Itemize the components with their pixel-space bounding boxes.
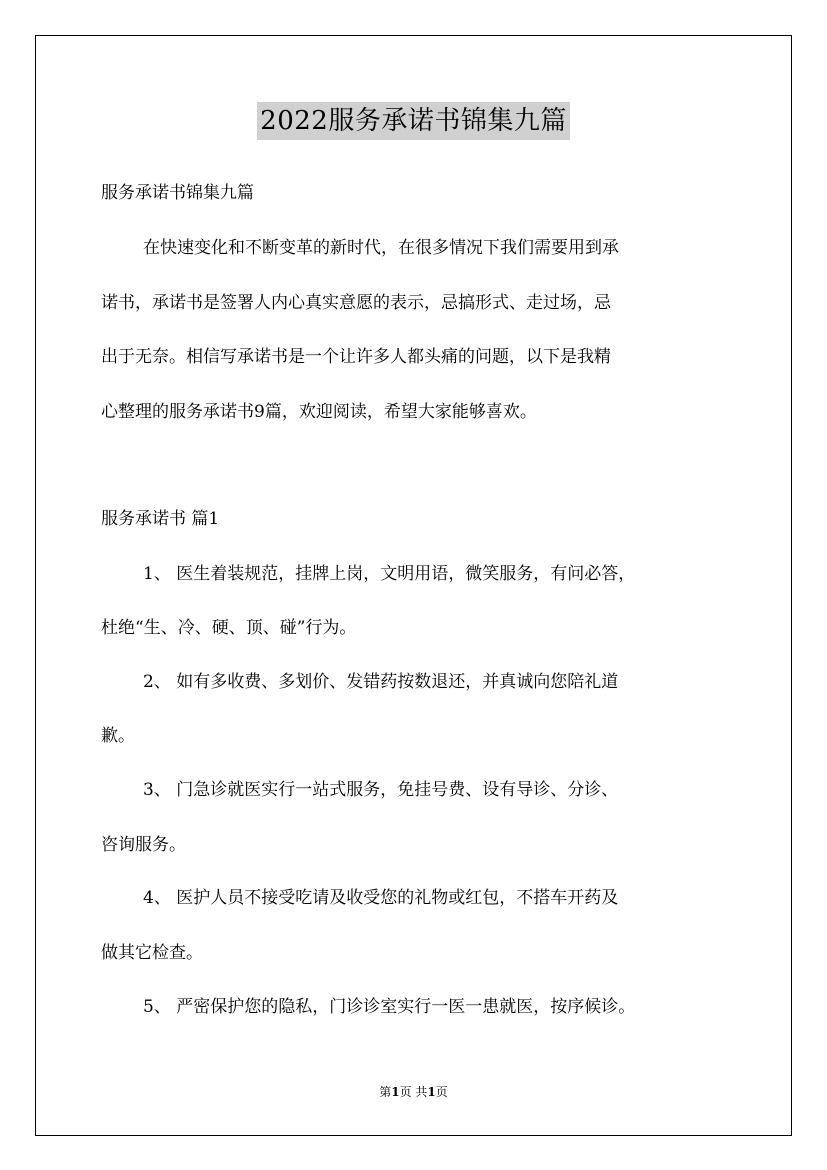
footer-total-pages: 1 bbox=[427, 1085, 436, 1099]
item-2-line-2: 歉。 bbox=[101, 726, 135, 746]
item-1-line-1: 1、 医生着装规范，挂牌上岗，文明用语，微笑服务，有问必答， bbox=[143, 564, 636, 584]
subtitle: 服务承诺书锦集九篇 bbox=[101, 183, 254, 203]
document-title: 2022服务承诺书锦集九篇 bbox=[257, 102, 570, 140]
section-heading: 服务承诺书 篇1 bbox=[101, 509, 220, 529]
footer-page-number: 1 bbox=[391, 1085, 400, 1099]
footer-mid: 页 共 bbox=[399, 1085, 428, 1099]
item-4-line-1: 4、 医护人员不接受吃请及收受您的礼物或红包，不搭车开药及 bbox=[143, 888, 619, 908]
title-container bbox=[0, 102, 827, 140]
item-2-line-1: 2、 如有多收费、多划价、发错药按数退还，并真诚向您陪礼道 bbox=[143, 672, 619, 692]
item-3-line-2: 咨询服务。 bbox=[101, 835, 186, 855]
item-1-line-2: 杜绝“生、冷、硬、顶、碰”行为。 bbox=[101, 618, 357, 638]
intro-line-3: 出于无奈。相信写承诺书是一个让许多人都头痛的问题，以下是我精 bbox=[101, 347, 611, 367]
intro-line-1: 在快速变化和不断变革的新时代，在很多情况下我们需要用到承 bbox=[143, 238, 619, 258]
item-5-line-1: 5、 严密保护您的隐私，门诊诊室实行一医一患就医，按序候诊。 bbox=[143, 997, 636, 1017]
footer-suffix: 页 bbox=[435, 1085, 448, 1099]
intro-line-2: 诺书，承诺书是签署人内心真实意愿的表示，忌搞形式、走过场，忌 bbox=[101, 293, 611, 313]
page-footer bbox=[0, 1083, 827, 1101]
footer-prefix: 第 bbox=[379, 1085, 392, 1099]
item-3-line-1: 3、 门急诊就医实行一站式服务，免挂号费、设有导诊、分诊、 bbox=[143, 780, 619, 800]
intro-line-4: 心整理的服务承诺书9篇，欢迎阅读，希望大家能够喜欢。 bbox=[101, 402, 537, 422]
item-4-line-2: 做其它检查。 bbox=[101, 943, 203, 963]
